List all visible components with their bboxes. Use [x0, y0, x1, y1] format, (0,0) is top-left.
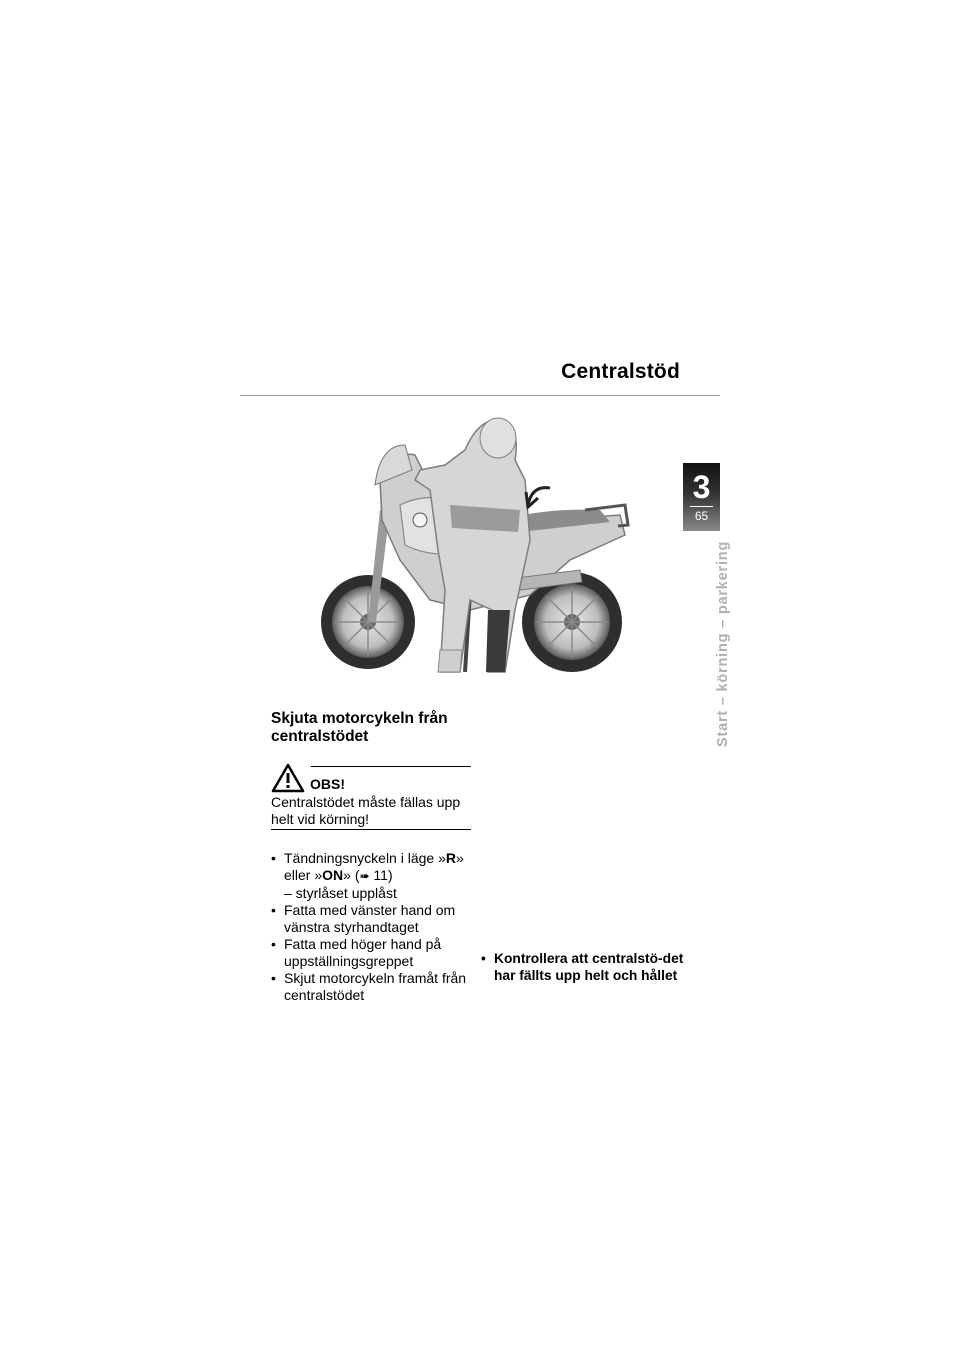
steps-list — [271, 850, 486, 1004]
motorcycle-centre-stand-illustration — [320, 410, 650, 692]
warning-bottom-rule — [271, 829, 471, 830]
warning-top-rule — [311, 766, 471, 767]
page-number: 65 — [694, 509, 709, 523]
step-text: Tändningsnyckeln i läge » — [284, 850, 446, 866]
warning-title: OBS! — [310, 776, 345, 792]
check-list — [481, 950, 691, 984]
list-item: • Kontrollera att centralstö-det har fällts upp helt och hållet — [481, 950, 691, 984]
chapter-tab-divider — [690, 506, 713, 507]
key-position-r: R — [445, 850, 457, 866]
section-heading-line2: centralstödet — [271, 728, 369, 745]
list-item: • Fatta med höger hand på uppställningsgreppet — [271, 936, 486, 970]
key-position-on: ON — [322, 867, 344, 883]
step-subnote: – styrlåset upplåst — [284, 885, 397, 901]
page-title: Centralstöd — [561, 360, 680, 383]
warning-triangle-icon — [271, 763, 305, 793]
list-item: • Skjut motorcykeln framåt från centralstödet — [271, 970, 486, 1004]
step-text: » eller » — [284, 850, 464, 883]
title-divider — [240, 395, 720, 396]
side-chapter-label — [701, 540, 731, 747]
section-heading-line1: Skjuta motorcykeln från — [271, 710, 448, 727]
page-reference: 11) — [369, 867, 393, 883]
warning-text: Centralstödet måste fällas upp helt vid körning! — [271, 794, 461, 827]
list-item — [271, 850, 486, 902]
page-reference-arrow-icon: ➠ — [359, 869, 370, 883]
side-chapter-label-text: Start – körning – parkering — [715, 540, 731, 747]
chapter-number: 3 — [692, 469, 711, 505]
section-heading — [271, 710, 491, 746]
step-text: » ( — [343, 867, 360, 883]
list-item: • Fatta med vänster hand om vänstra styrhandtaget — [271, 902, 486, 936]
